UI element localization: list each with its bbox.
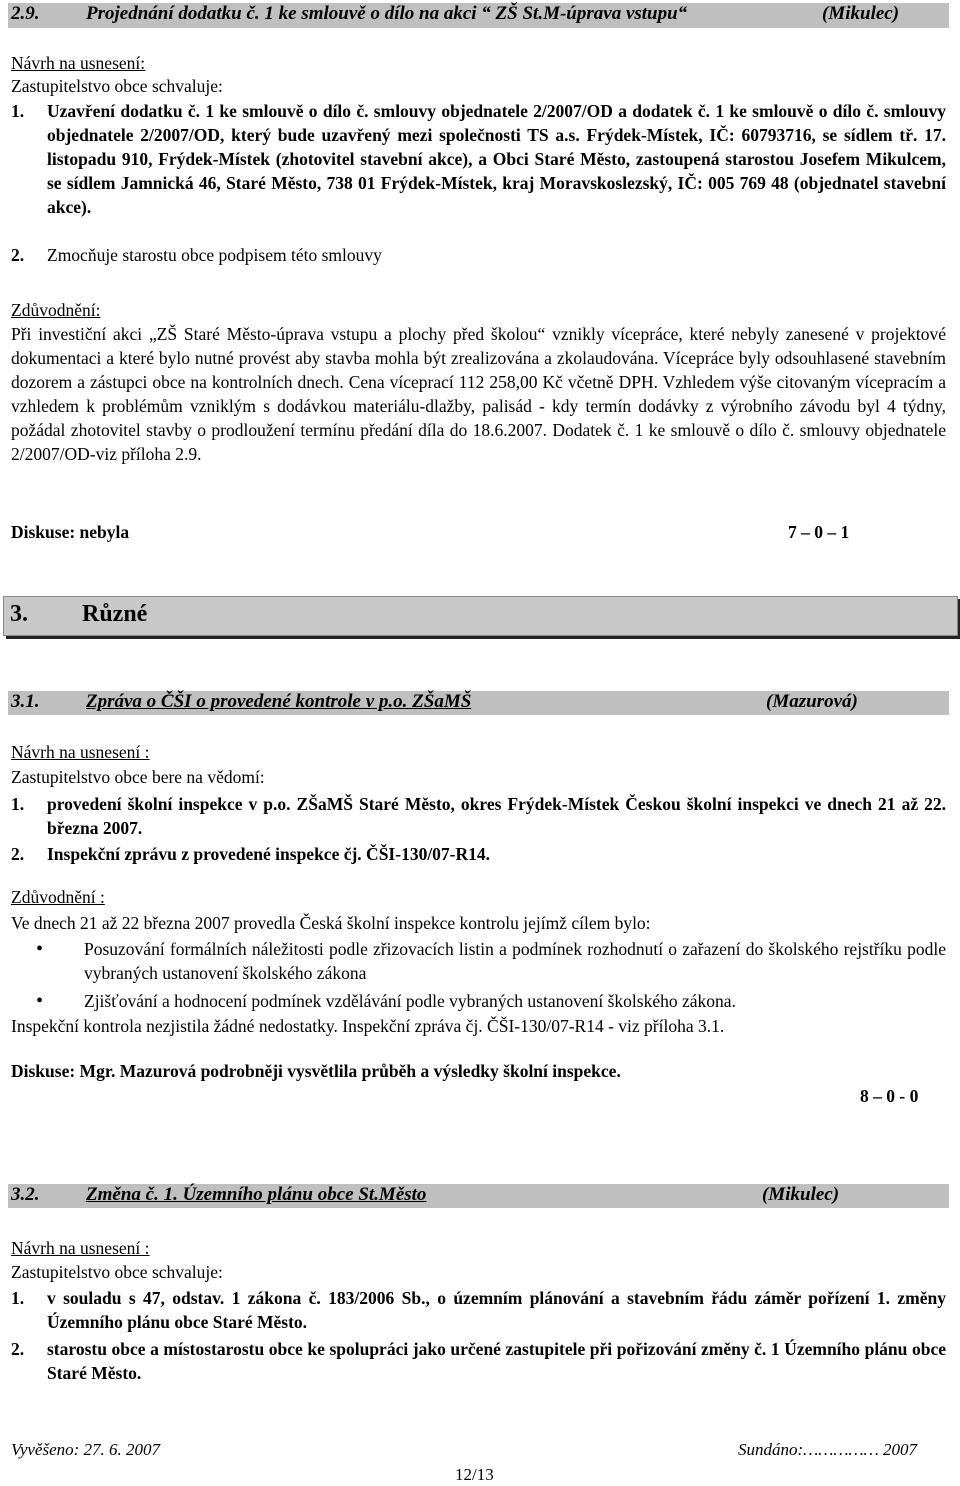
proposal-label: Návrh na usnesení : [11, 1238, 150, 1258]
section-number: 2.9. [11, 3, 40, 24]
conclusion: Inspekční kontrola nezjistila žádné nedostatky. Inspekční zpráva čj. ČŠI-130/07-R14 - viz příloha 3.1. [11, 1016, 725, 1036]
section-title: Změna č. 1. Územního plánu obce St.Město [86, 1184, 427, 1205]
discussion: Diskuse: nebyla [11, 522, 130, 542]
section-number: 3.2. [11, 1184, 40, 1205]
proposal-label: Návrh na usnesení : [11, 742, 150, 762]
bullet-icon: • [36, 938, 44, 960]
resolution-item-2: starostu obce a místostarostu obce ke spolupráci jako určené zastupitele při pořizování změny č. 1 Územního plánu obce Staré Město. [47, 1339, 946, 1383]
vote-result: 8 – 0 - 0 [860, 1086, 919, 1106]
resolution-item-1: provedení školní inspekce v p.o. ZŠaMŠ Staré Město, okres Frýdek-Místek Českou školní inspekci ve dnech 21 až 22. března 2007. [47, 794, 946, 838]
reason-label: Zdůvodnění: [11, 300, 101, 320]
section-3-2-header [8, 1184, 949, 1208]
bullet-item-1: Posuzování formálních náležitosti podle zřizovacích listin a podmínek rozhodnutí o zařazení do školského rejstříku podle vybraných ustanovení školského zákona [84, 939, 946, 983]
resolution-item-2: Zmocňuje starostu obce podpisem této smlouvy [47, 245, 382, 265]
reason-text: Při investiční akci „ZŠ Staré Město-úprava vstupu a plochy před školou“ vznikly vícepráce, které nebyly zanesené v projektové dokumentaci a které bylo nutné provést aby stavba mohla být zrealizována a zkolaudována. Vícepráce byly odsouhlasené stavebním dozorem a zástupci obce na kontrolních dnech. Cena víceprací 112 258,00 Kč včetně DPH. Vzhledem výše citovaným vícepracím a vzhledem k problémům vzniklým s dodávkou materiálu-dlažby, palisád - kdy termín dodávky z výrobního závodu byl 4 týdny, požádal zhotovitel stavby o prodloužení termínu předání díla do 18.6.2007. Dodatek č. 1 ke smlouvě o dílo č. smlouvy objednatele 2/2007/OD-viz příloha 2.9. [11, 324, 946, 464]
section-title: Projednání dodatku č. 1 ke smlouvě o dílo na akci “ ZŠ St.M-úprava vstupu“ [86, 3, 688, 24]
section-responsible: (Mikulec) [822, 3, 900, 24]
section-title: Různé [82, 601, 148, 627]
resolution-item-2: Inspekční zprávu z provedené inspekce čj. ČŠI-130/07-R14. [47, 844, 491, 864]
item-number: 2. [11, 1339, 25, 1359]
section-number: 3. [10, 601, 28, 627]
item-number: 2. [11, 245, 25, 265]
section-number: 3.1. [11, 691, 40, 712]
bullet-icon: • [36, 990, 44, 1012]
item-number: 1. [11, 794, 25, 814]
reason-intro: Ve dnech 21 až 22 března 2007 provedla Česká školní inspekce kontrolu jejímž cílem bylo: [11, 913, 651, 933]
resolution-item-1: Uzavření dodatku č. 1 ke smlouvě o dílo č. smlouvy objednatele 2/2007/OD a dodatek č. 1 ke smlouvě o dílo č. smlouvy objednatele 2/2007/OD, který bude uzavřený mezi společnosti TS a.s. Frýdek-Místek, IČ: 60793716, se sídlem tř. 17. listopadu 910, Frýdek-Místek (zhotovitel stavební akce), a Obci Staré Město, zastoupená starostou Josefem Mikulcem, se sídlem Jamnická 46, Staré Město, 738 01 Frýdek-Místek, kraj Moravskoslezský, IČ: 005 769 48 (objednatel stavební akce). [47, 101, 946, 217]
vote-result: 7 – 0 – 1 [788, 522, 850, 542]
section-responsible: (Mazurová) [766, 691, 858, 712]
council-decision: Zastupitelstvo obce bere na vědomí: [11, 767, 265, 787]
council-decision: Zastupitelstvo obce schvaluje: [11, 1262, 223, 1282]
footer-posted-date: Vyvěšeno: 27. 6. 2007 [11, 1440, 161, 1459]
section-3-1-header [8, 691, 949, 715]
section-responsible: (Mikulec) [762, 1184, 840, 1205]
reason-label: Zdůvodnění : [11, 887, 105, 907]
proposal-label: Návrh na usnesení: [11, 53, 146, 73]
page-number: 12/13 [455, 1465, 494, 1484]
item-number: 2. [11, 844, 25, 864]
council-decision: Zastupitelstvo obce schvaluje: [11, 76, 223, 96]
footer-removed-date: Sundáno:…………… 2007 [738, 1440, 917, 1459]
section-2-9-header [8, 3, 949, 28]
bullet-item-2: Zjišťování a hodnocení podmínek vzdělávání podle vybraných ustanovení školského zákona. [84, 991, 736, 1011]
section-title: Zpráva o ČŠI o provedené kontrole v p.o. ZŠaMŠ [86, 691, 472, 712]
item-number: 1. [11, 1288, 25, 1308]
resolution-item-1: v souladu s 47, odstav. 1 zákona č. 183/2006 Sb., o územním plánování a stavebním řádu záměr pořízení 1. změny Územního plánu obce Staré Město. [47, 1288, 946, 1332]
discussion: Diskuse: Mgr. Mazurová podrobněji vysvětlila průběh a výsledky školní inspekce. [11, 1061, 621, 1081]
section-3-heading [3, 596, 958, 636]
item-number: 1. [11, 101, 25, 121]
